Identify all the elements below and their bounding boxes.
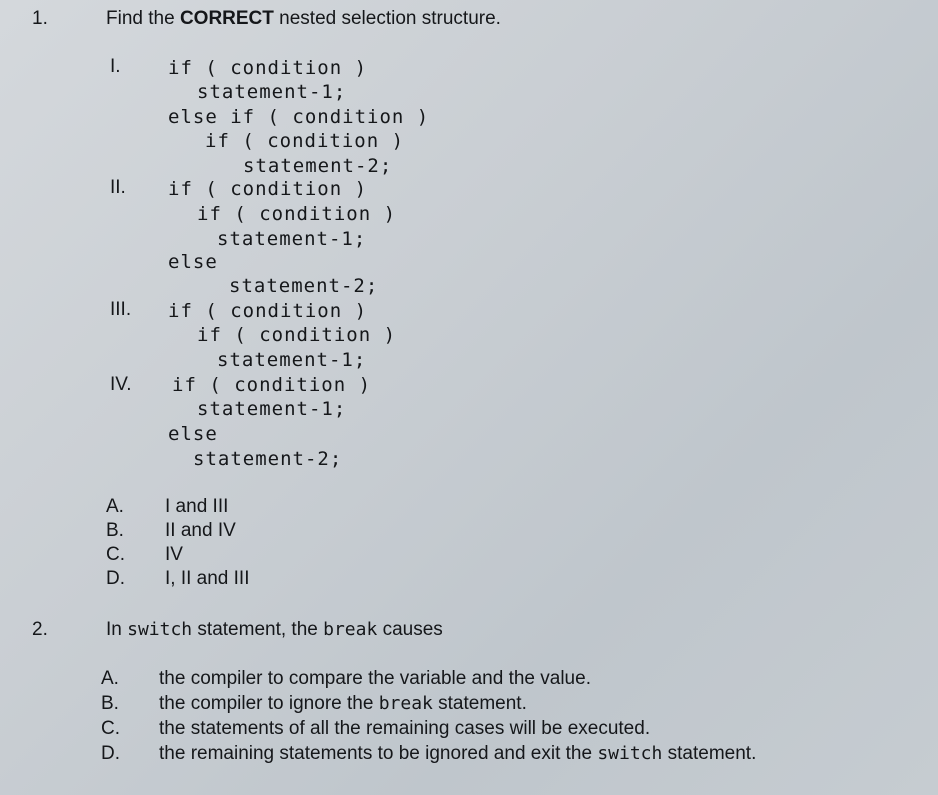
option-c-letter: C. <box>106 544 125 565</box>
code-line: statement-1; <box>197 398 347 420</box>
question-1-prompt <box>106 8 501 30</box>
code-line: statement-2; <box>193 448 343 470</box>
q2-option-b-text <box>159 693 527 715</box>
prompt-text: In <box>106 619 128 640</box>
code-line: statement-1; <box>217 349 367 371</box>
option-text: statement. <box>432 693 527 714</box>
code-line: else if ( condition ) <box>168 106 430 128</box>
option-d-text: I, II and III <box>165 568 250 589</box>
prompt-text: Find the <box>106 8 180 29</box>
prompt-emphasis: CORRECT <box>179 8 274 29</box>
q2-option-d-text <box>159 743 756 765</box>
code-line: else <box>168 423 218 445</box>
q2-option-c-text: the statements of all the remaining cases will be executed. <box>159 718 651 739</box>
option-text: statement. <box>662 743 757 764</box>
inline-code: switch <box>597 743 663 764</box>
code-line: if ( condition ) <box>172 374 372 396</box>
option-b-text: II and IV <box>165 520 236 541</box>
structure-ii-label: II. <box>110 177 126 198</box>
code-line: statement-1; <box>217 228 367 250</box>
inline-code: break <box>323 619 378 640</box>
structure-iv-label: IV. <box>110 374 132 395</box>
q2-option-a-text: the compiler to compare the variable and the value. <box>159 668 591 689</box>
code-line: else <box>168 251 218 273</box>
code-line: statement-2; <box>243 155 393 177</box>
inline-code: switch <box>127 619 193 640</box>
prompt-text: nested selection structure. <box>273 8 501 29</box>
q2-option-d-letter: D. <box>101 743 120 764</box>
q2-option-b-letter: B. <box>101 693 119 714</box>
option-c-text: IV <box>165 544 183 565</box>
option-b-letter: B. <box>106 520 124 541</box>
code-line: if ( condition ) <box>168 178 368 200</box>
code-line: if ( condition ) <box>205 130 405 152</box>
structure-iii-label: III. <box>110 299 132 320</box>
prompt-text: causes <box>377 619 443 640</box>
q2-option-a-letter: A. <box>101 668 119 689</box>
option-text: the remaining statements to be ignored and exit the <box>159 743 598 764</box>
code-line: if ( condition ) <box>197 203 397 225</box>
question-2-prompt <box>106 619 443 641</box>
prompt-text: statement, the <box>192 619 324 640</box>
code-line: if ( condition ) <box>168 57 368 79</box>
question-1-number: 1. <box>32 8 48 29</box>
code-line: statement-1; <box>197 81 347 103</box>
question-2-number: 2. <box>32 619 48 640</box>
code-line: if ( condition ) <box>168 300 368 322</box>
option-d-letter: D. <box>106 568 125 589</box>
q2-option-c-letter: C. <box>101 718 120 739</box>
option-text: the compiler to ignore the <box>159 693 379 714</box>
option-a-letter: A. <box>106 496 124 517</box>
inline-code: break <box>378 693 433 714</box>
code-line: if ( condition ) <box>197 324 397 346</box>
structure-i-label: I. <box>110 56 121 77</box>
option-a-text: I and III <box>165 496 229 517</box>
code-line: statement-2; <box>229 275 379 297</box>
